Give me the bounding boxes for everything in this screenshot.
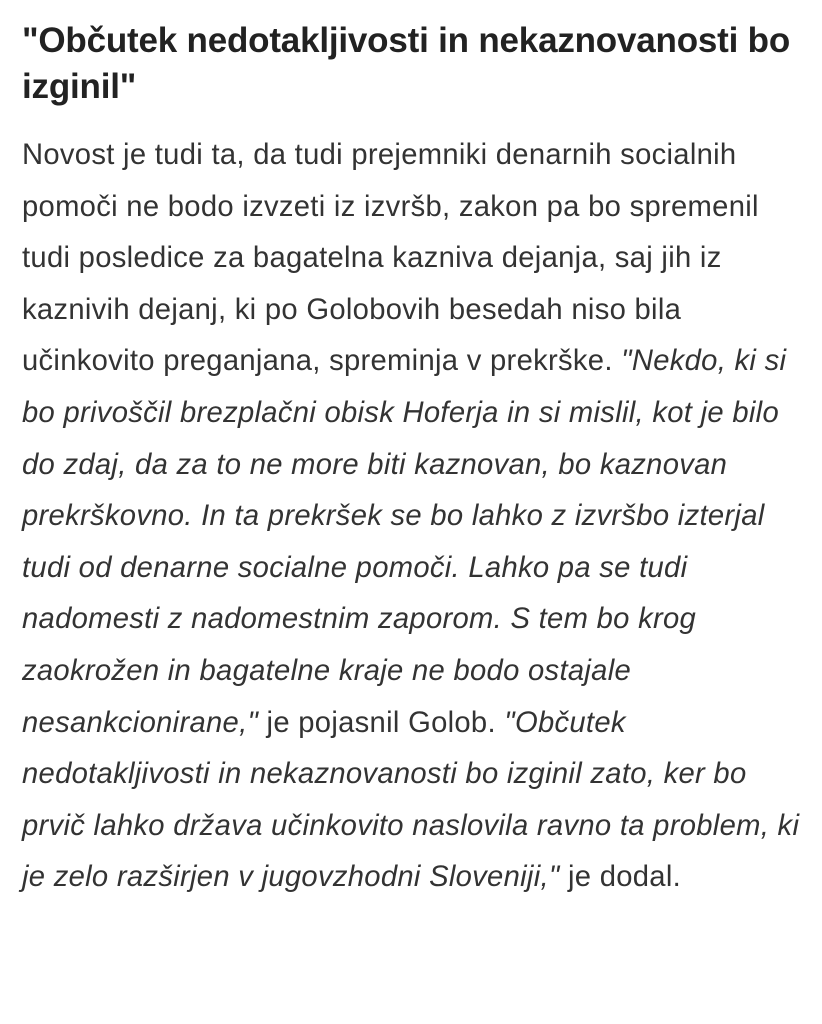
paragraph-text-attribution: je pojasnil Golob. — [258, 706, 505, 739]
quote-first: "Nekdo, ki si bo privoščil brezplačni obisk Hoferja in si mislil, kot je bilo do zdaj, da za to ne more biti kaznovan, bo kaznovan prekrškovno. In ta prekršek se bo lahko z izvršbo izterjal tudi od denarne socialne pomoči. Lahko pa se tudi nadomesti z nadomestnim zaporom. S tem bo krog zaokrožen in bagatelne kraje ne bodo ostajale nesankcionirane," — [22, 345, 787, 739]
paragraph-text-ending: je dodal. — [559, 861, 682, 894]
article — [22, 18, 807, 904]
paragraph-text-intro: Novost je tudi ta, da tudi prejemniki denarnih socialnih pomoči ne bodo izvzeti iz izvršb, zakon pa bo spremenil tudi posledice za bagatelna kazniva dejanja, saj jih iz kaznivih dejanj, ki po Golobovih besedah niso bila učinkovito preganjana, spreminja v prekrške. — [22, 139, 759, 378]
quote-second: "Občutek nedotakljivosti in nekaznovanosti bo izginil zato, ker bo prvič lahko država učinkovito naslovila ravno ta problem, ki je zelo razširjen v jugovzhodni Sloveniji," — [22, 706, 800, 894]
article-paragraph — [22, 130, 807, 904]
article-headline: "Občutek nedotakljivosti in nekaznovanosti bo izginil" — [22, 21, 791, 106]
